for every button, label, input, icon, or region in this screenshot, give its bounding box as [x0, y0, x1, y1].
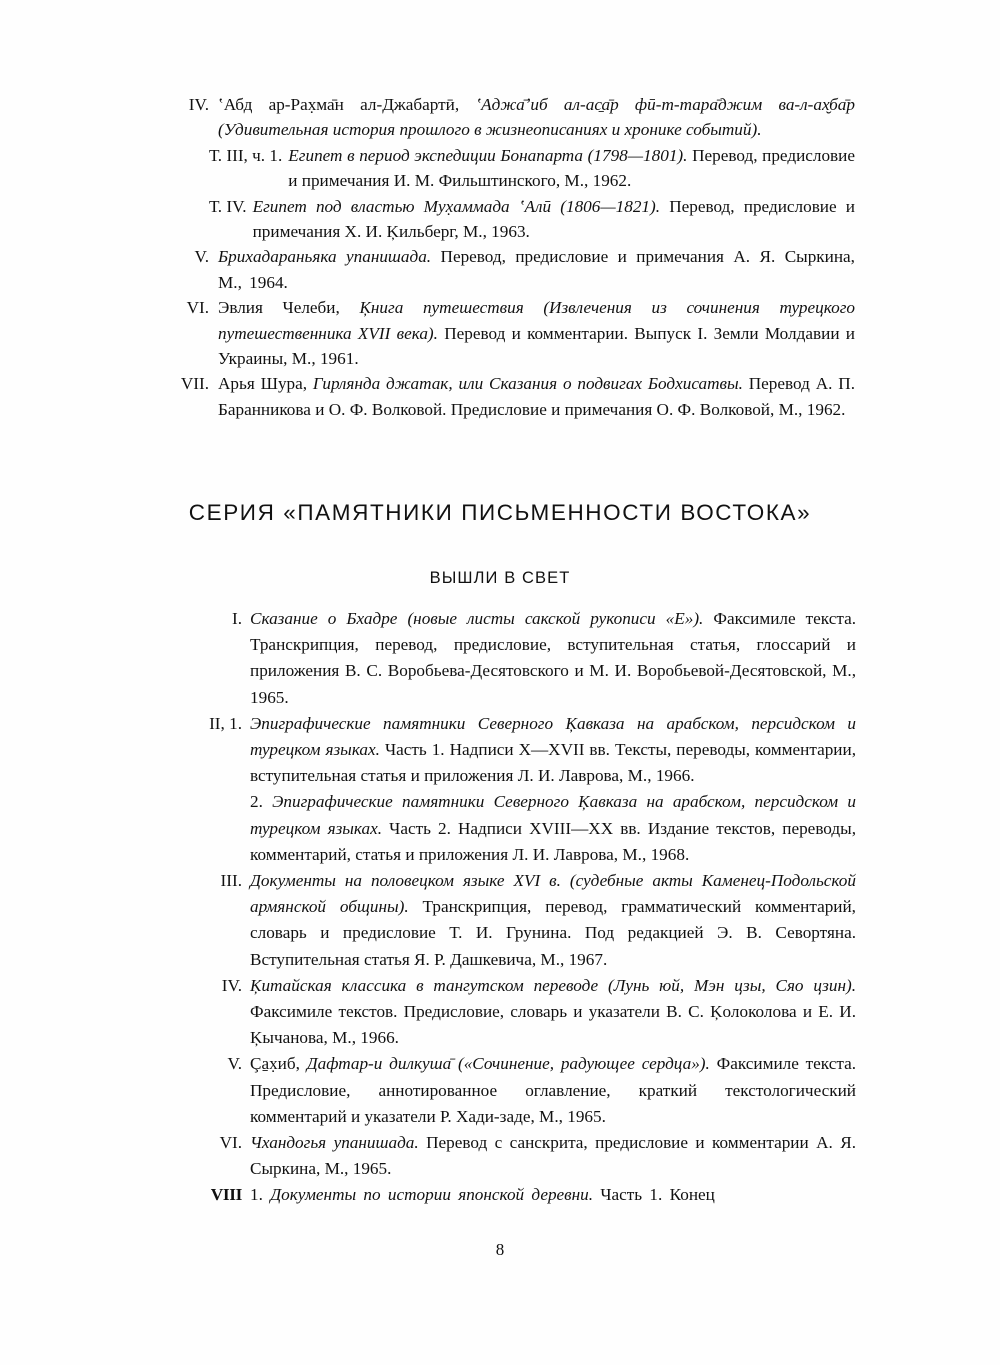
continuation-body: Эпиграфические памятники Северного Ķавказа на арабском, персидском и турецком языках. Часть 2. Надписи XVIII—XX вв. Издание текстов, переводы, комментарий, статья и приложения Л. И. Лаврова, М., 1968. [250, 792, 857, 864]
entry-text: Документы на половецком языке XVI в. (судебные акты Каменец-Подольской армянской общины). Транскрипция, перевод, грамматический комментарий, словарь и предисловие Т. И. Грунина. Под редакцией Э. В. Севортяна. Вступительная статья Я. Р. Дашкевича, М., 1967. [250, 871, 856, 969]
bibliography-entry [196, 606, 856, 711]
bibliography-list-continued [155, 92, 855, 422]
bibliography-entry [196, 1182, 856, 1208]
page-number: 8 [495, 1240, 505, 1259]
entry-text: Ça̱x̣иб, Дафтар-и дилкуша̄ («Сочинение, радующее сердца»). Факсимиле текста. Предисловие, аннотированное оглавление, краткий текстологический комментарий и указатели Р. Хади-заде, М., 1965. [250, 1054, 856, 1126]
volume-text: Египет под властью Муx̣аммада ʽАлӣ (1806—1821). Перевод, предисловие и примечания Х. И. Ķильберг, М., 1963. [252, 196, 855, 242]
entry-text: ʽАбд ар-Раx̣ма̄н ал-Джабартӣ, ʽАджа̄ʼиб ал-ас̱а̄р фӣ-т-тара̄джим ва-л-ах̮ба̄р (Удивительная история прошлого в жизнеописаниях и хронике событий). [218, 95, 855, 140]
entry-text: Сказание о Бхадре (новые листы сакской рукописи «Е»). Факсимиле текста. Транскрипция, перевод, предисловие, вступительная статья, глоссарий и приложения В. С. Воробьева-Десятовского и М. И. Воробьевой-Десятовской, М., 1965. [250, 609, 856, 707]
entry-numeral: V. [194, 247, 209, 267]
entry-continuation-text [250, 789, 856, 868]
entry-text: Чхандогья упанишада. Перевод с санскрита, предисловие и комментарии А. Я. Сыркина, М., 1965. [250, 1133, 856, 1179]
entry-numeral: VI. [186, 298, 209, 318]
bibliography-subentry [209, 194, 855, 245]
entry-numeral: VII. [180, 374, 209, 394]
bibliography-list-published [196, 606, 856, 1209]
bibliography-subentry [209, 143, 855, 194]
entry-numeral: IV. [221, 975, 242, 995]
entry-numeral: I. [231, 609, 242, 628]
bibliography-entry [155, 92, 855, 143]
bibliography-entry [155, 244, 855, 295]
entry-numeral: II, 1. [209, 713, 242, 733]
bibliography-entry [196, 711, 856, 790]
bibliography-entry [196, 1051, 856, 1130]
entry-text: 1. Документы по истории японской деревни. Часть 1. Конец [250, 1185, 715, 1205]
bibliography-entry [155, 295, 855, 371]
volume-text: Египет в период экспедиции Бонапарта (1798—1801). Перевод, предисловие и примечания И. М. Фильштинского, М., 1962. [288, 145, 856, 191]
entry-text: Бриxадараньяка упанишада. Перевод, предисловие и примечания А. Я. Сыркина, М., 1964. [218, 247, 855, 292]
entry-numeral: IV. [188, 95, 209, 114]
bibliography-entry [196, 973, 856, 1052]
entry-numeral: VI. [219, 1133, 242, 1153]
entry-numeral: III. [220, 871, 242, 891]
bibliography-entry [196, 868, 856, 973]
volume-label: Т. III, ч. 1. [209, 145, 283, 165]
continuation-label: 2. [250, 792, 263, 812]
volume-label: Т. IV. [209, 196, 247, 216]
bibliography-entry [196, 1130, 856, 1182]
entry-text: Эвлия Челеби, Ķнига путешествия (Извлечения из сочинения турецкого путешественника XVII века). Перевод и комментарии. Выпуск I. Земли Молдавии и Украины, М., 1961. [218, 298, 855, 369]
entry-numeral: VIII [210, 1185, 242, 1205]
section-subheading: ВЫШЛИ В СВЕТ [429, 569, 571, 587]
bibliography-entry [155, 371, 855, 422]
entry-text: Ķитайская классика в тангутском переводе (Лунь юй, Мэн цзы, Сяо цзин). Факсимиле текстов. Предисловие, словарь и указатели В. С. Ķолоколова и Е. И. Ķычанова, М., 1966. [250, 975, 856, 1048]
entry-text: Эпиграфические памятники Северного Ķавказа на арабском, персидском и турецком языках. Часть 1. Надписи X—XVII вв. Тексты, переводы, комментарии, вступительная статья и приложения Л. И. Лаврова, М., 1966. [250, 713, 856, 786]
entry-numeral: V. [227, 1054, 242, 1074]
entry-text: Арья Шура, Гирлянда джатак, или Сказания о подвигах Бодхисатвы. Перевод А. П. Баранникова и О. Ф. Волковой. Предисловие и примечания О. Ф. Волковой, М., 1962. [218, 374, 855, 419]
series-title: СЕРИЯ «ПАМЯТНИКИ ПИСЬМЕННОСТИ ВОСТОКА» [188, 500, 812, 525]
